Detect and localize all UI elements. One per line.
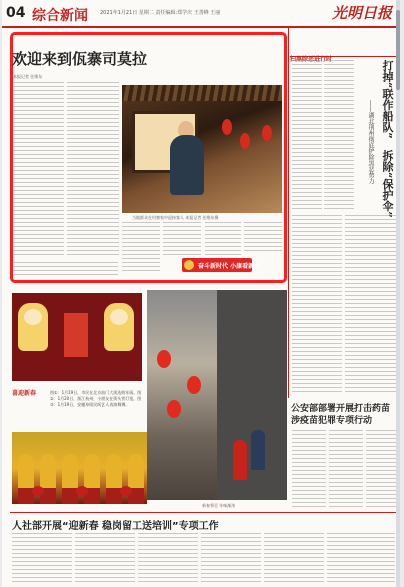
lead-text-column-4 [163, 222, 201, 256]
bottom-text-column-5 [264, 533, 324, 583]
lead-text-column-2 [67, 82, 119, 258]
bottom-divider [10, 512, 398, 513]
photo-caption: 图①：1月19日，市民在北京前门大街选购年画。图②：1月20日，浙江杭州，小朋友在街头赏灯笼。图③：1月19日，安徽阜阳民间艺人表演舞狮。 [50, 390, 142, 407]
section-title: 综合新闻 [32, 8, 88, 24]
side-subheadline: ——湖北荆州彻底铲除黑恶势力 [367, 100, 374, 184]
column-divider [288, 28, 289, 398]
public-security-headline: 公安部部署开展打击药苗 涉疫苗犯罪专项行动 [291, 404, 391, 426]
bottom-text-column-2 [75, 533, 135, 583]
campaign-badge [182, 258, 261, 272]
page-number: 04 [6, 5, 26, 21]
photo-caption-tag: 喜迎新春 [12, 390, 37, 397]
security-text-column-1 [292, 430, 326, 510]
side-text-column-2 [324, 60, 354, 210]
lead-article-byline: 本报记者 任维东 [13, 74, 43, 79]
scrollbar-thumb[interactable] [396, 10, 400, 90]
side-section-tag: 扫黑除恶进行时 [290, 46, 398, 57]
photo-lion-dance [12, 432, 147, 504]
security-text-column-2 [329, 430, 363, 510]
bottom-text-column-1 [12, 533, 72, 583]
bottom-text-column-3 [138, 533, 198, 583]
lead-photo [122, 85, 282, 213]
side-text-column-3 [292, 215, 342, 395]
page-header [2, 0, 400, 28]
lead-text-column-6 [244, 222, 282, 254]
photo-new-year-prints [12, 293, 142, 381]
page-scrollbar[interactable] [396, 0, 400, 587]
side-headline-1: 打掉“联作船队” [381, 60, 394, 139]
badge-label: 奋斗新时代 小康看新村 [198, 263, 261, 270]
photo-right-caption: 新春将至 年味渐浓 [202, 503, 236, 508]
side-text-column-1 [292, 60, 322, 210]
newspaper-logo: 光明日报 [331, 4, 392, 22]
lead-text-column-7 [14, 262, 118, 278]
photo-lanterns-street [147, 290, 287, 500]
security-text-column-3 [366, 430, 398, 510]
newspaper-page [2, 0, 400, 587]
lead-photo-caption: 当地群众在村寨家中迎接客人 本报记者 任维东摄 [132, 215, 219, 220]
lead-article-title: 欢迎来到佤寨司莫拉 [12, 50, 148, 68]
header-meta: 2021年1月21日 星期二 责任编辑:郑学庆 王善峰 王丽 [100, 10, 221, 16]
lead-text-column-5 [205, 222, 241, 256]
bottom-headline: 人社部开展“迎新春 稳岗留工送培训”专项工作 [12, 521, 219, 532]
side-text-column-4 [345, 215, 397, 395]
badge-emblem-icon [184, 260, 194, 270]
bottom-text-column-6 [327, 533, 395, 583]
side-headline-2: 拆除“保护伞” [381, 150, 394, 218]
lead-text-column-3 [122, 222, 160, 274]
lead-text-column-1 [14, 82, 64, 258]
bottom-text-column-4 [201, 533, 261, 583]
